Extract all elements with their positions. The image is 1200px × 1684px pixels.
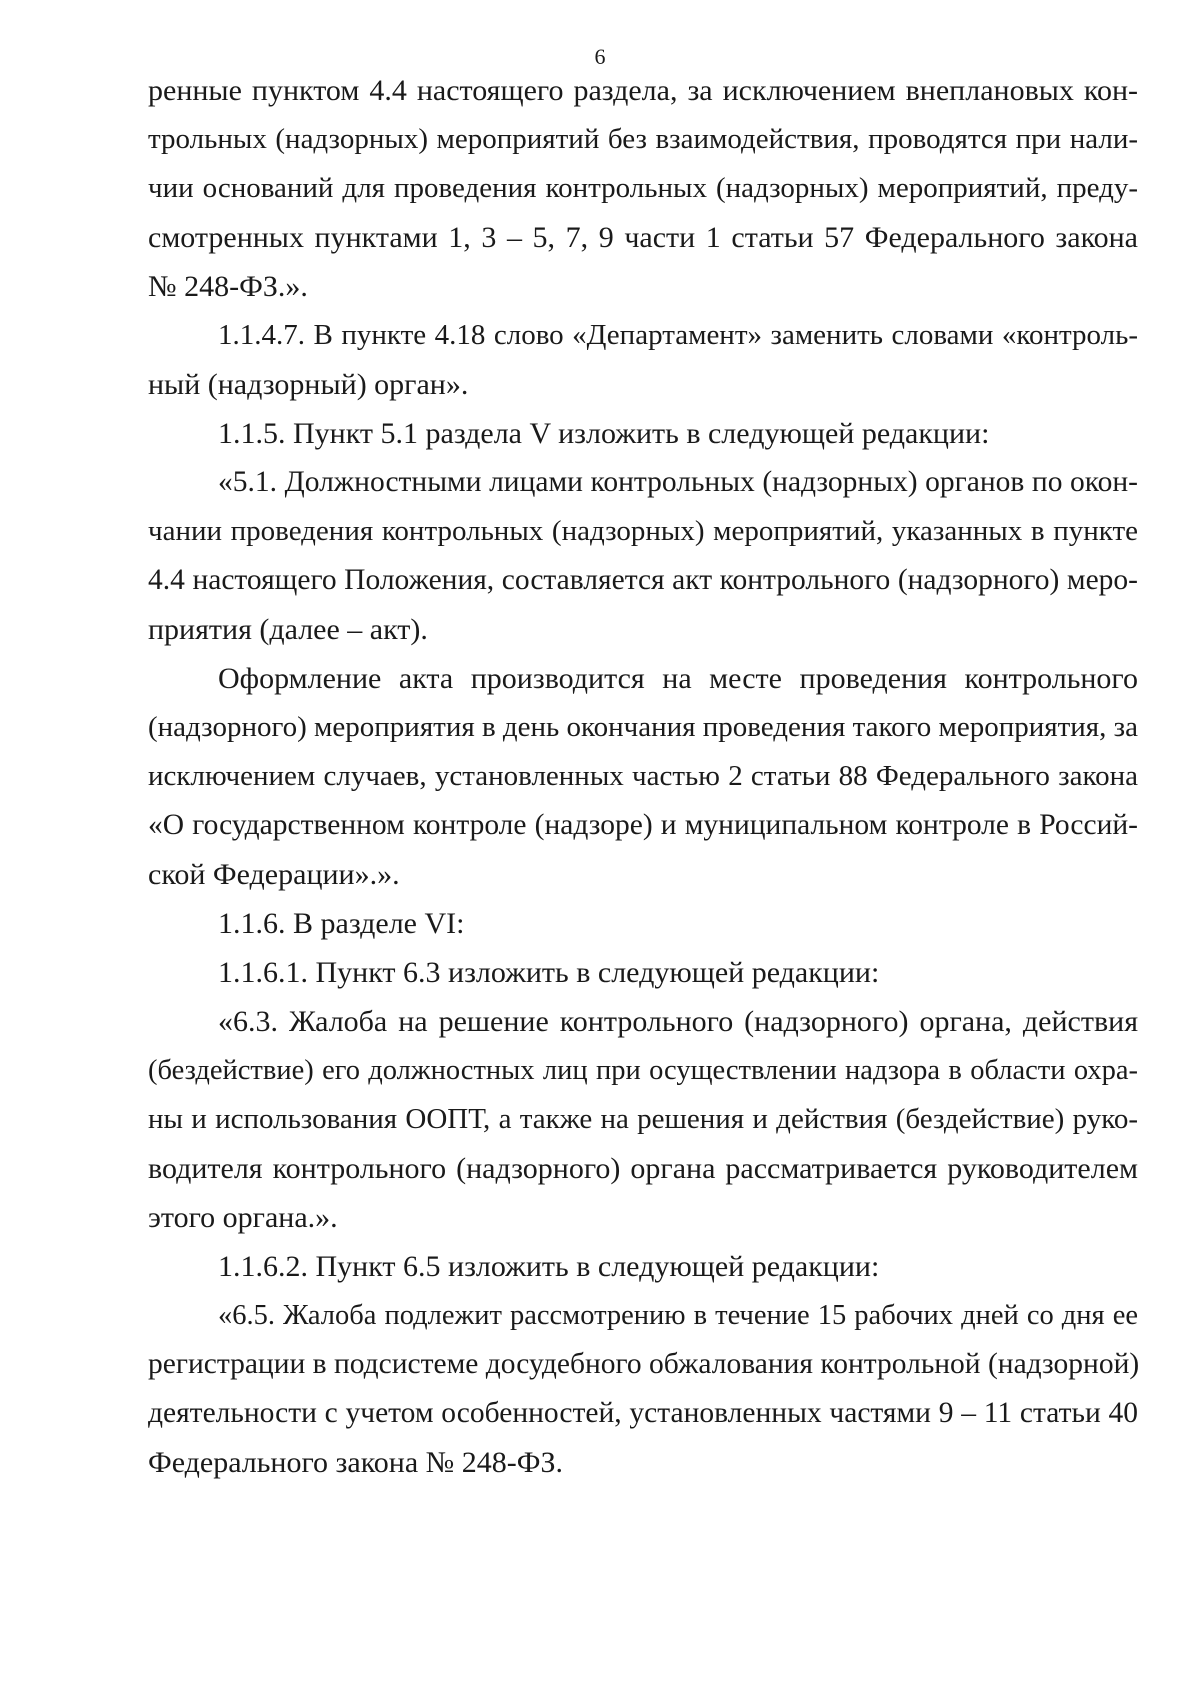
text-line: регистрации в подсистеме досудебного обжалования контрольной (надзорной) (148, 1348, 1140, 1380)
text-line: «О государственном контроле (надзоре) и муниципальном контроле в Россий- (148, 809, 1138, 841)
text-line: 1.1.6.2. Пункт 6.5 изложить в следующей редакции: (218, 1250, 880, 1283)
text-line: приятия (далее – акт). (148, 613, 428, 646)
text-line: (надзорного) мероприятия в день окончания проведения такого мероприятия, за (148, 711, 1138, 743)
text-line: Федерального закона № 248-ФЗ. (148, 1446, 563, 1479)
text-line: ный (надзорный) орган». (148, 368, 469, 401)
text-line: Оформление акта производится на месте проведения контрольного (218, 662, 1138, 695)
text-line: этого органа.». (148, 1201, 338, 1234)
text-line: деятельности с учетом особенностей, установленных частями 9 – 11 статьи 40 (148, 1397, 1138, 1429)
text-line: 4.4 настоящего Положения, составляется акт контрольного (надзорного) меро- (148, 564, 1138, 596)
text-line: ской Федерации».». (148, 858, 400, 891)
text-line: исключением случаев, установленных частью 2 статьи 88 Федерального закона (148, 760, 1138, 792)
text-line: (бездействие) его должностных лиц при осуществлении надзора в области охра- (148, 1055, 1138, 1086)
text-line: 1.1.4.7. В пункте 4.18 слово «Департамент» заменить словами «контроль- (218, 319, 1138, 351)
text-line: 1.1.5. Пункт 5.1 раздела V изложить в следующей редакции: (218, 417, 990, 450)
text-line: «6.3. Жалоба на решение контрольного (надзорного) органа, действия (218, 1005, 1138, 1038)
text-line: ренные пунктом 4.4 настоящего раздела, за исключением внеплановых кон- (148, 74, 1138, 107)
text-line: водителя контрольного (надзорного) органа рассматривается руководителем (148, 1152, 1138, 1185)
text-line: 1.1.6. В разделе VI: (218, 907, 465, 940)
text-line: чии оснований для проведения контрольных (надзорных) мероприятий, преду- (148, 172, 1138, 204)
text-line: смотренных пунктами 1, 3 – 5, 7, 9 части 1 статьи 57 Федерального закона (148, 221, 1138, 254)
text-line: «6.5. Жалоба подлежит рассмотрению в течение 15 рабочих дней со дня ее (218, 1300, 1138, 1331)
text-line: трольных (надзорных) мероприятий без взаимодействия, проводятся при нали- (148, 123, 1138, 155)
page-number: 6 (594, 44, 606, 69)
text-line: ны и использования ООПТ, а также на решения и действия (бездействие) руко- (148, 1103, 1138, 1135)
text-line: 1.1.6.1. Пункт 6.3 изложить в следующей редакции: (218, 956, 880, 989)
text-line: «5.1. Должностными лицами контрольных (надзорных) органов по окон- (218, 466, 1138, 498)
text-line: чании проведения контрольных (надзорных) мероприятий, указанных в пункте (148, 515, 1138, 547)
document-body (148, 66, 1138, 1487)
text-line: № 248-ФЗ.». (148, 270, 308, 303)
